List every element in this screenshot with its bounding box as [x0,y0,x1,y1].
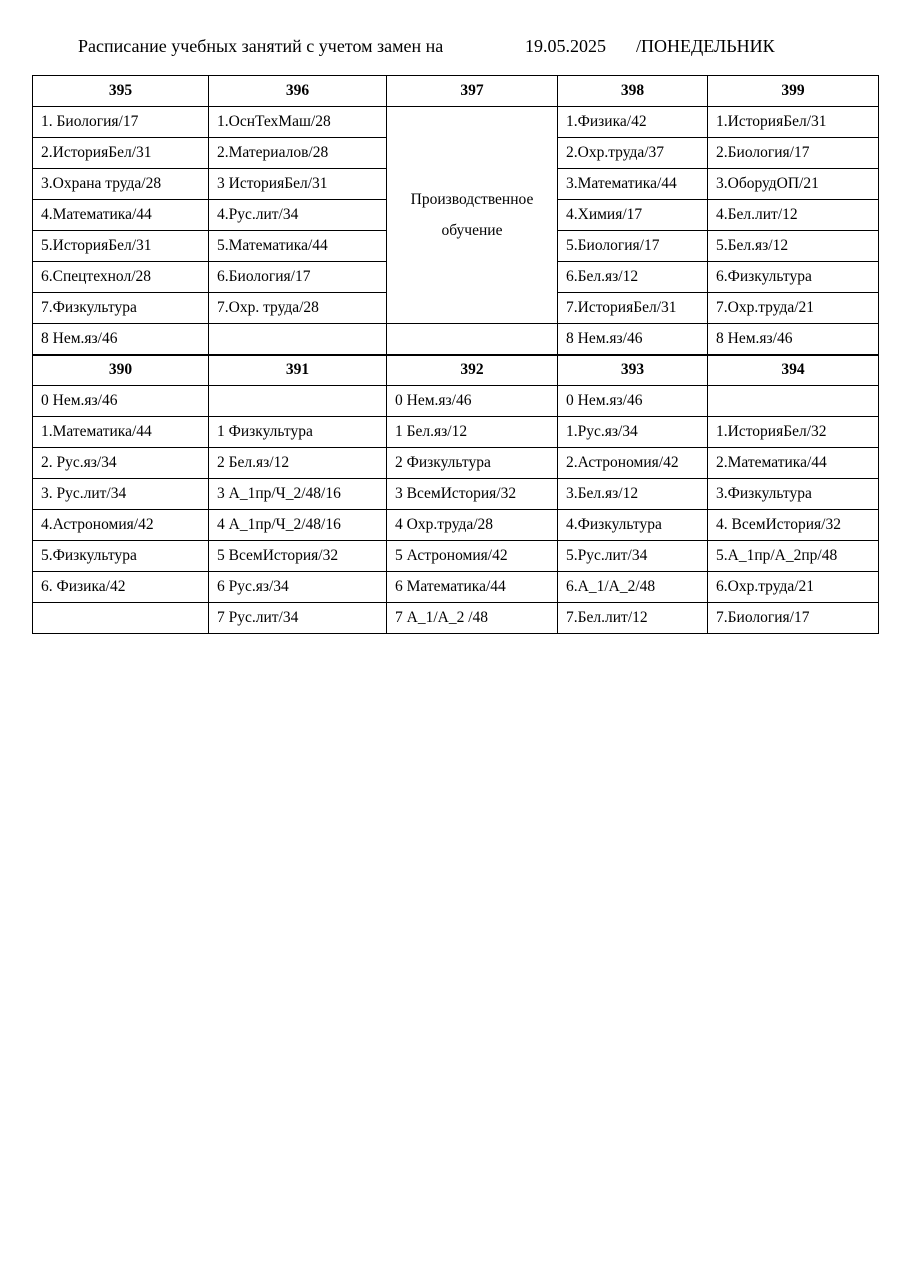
lesson-cell: 5 ВсемИстория/32 [209,541,387,572]
lesson-cell: 1.Рус.яз/34 [558,417,708,448]
lesson-cell: 1.ИсторияБел/31 [708,107,879,138]
group-header-399: 399 [708,76,879,107]
lesson-cell: 3 А_1пр/Ч_2/48/16 [209,479,387,510]
lesson-cell: 4.Рус.лит/34 [209,200,387,231]
production-training-cell [387,107,558,324]
lesson-cell: 1 Бел.яз/12 [387,417,558,448]
lesson-cell: 3.Математика/44 [558,169,708,200]
lesson-cell: 6.А_1/А_2/48 [558,572,708,603]
production-training-text: Производственное обучение [410,191,534,239]
lesson-cell: 3.Бел.яз/12 [558,479,708,510]
lesson-cell: 5.Биология/17 [558,231,708,262]
page-title [0,33,900,59]
lesson-cell: 6.Охр.труда/21 [708,572,879,603]
lesson-cell: 4 Охр.труда/28 [387,510,558,541]
lesson-cell: 1.ИсторияБел/32 [708,417,879,448]
lesson-cell: 7.Биология/17 [708,603,879,634]
lesson-cell: 1.Физика/42 [558,107,708,138]
group-header-398: 398 [558,76,708,107]
lesson-cell [708,386,879,417]
title-date: 19.05.2025 [525,36,606,56]
lesson-cell: 8 Нем.яз/46 [558,324,708,355]
lesson-cell: 4.Бел.лит/12 [708,200,879,231]
title-day: /ПОНЕДЕЛЬНИК [636,36,775,56]
lesson-cell: 6.Бел.яз/12 [558,262,708,293]
group-header-391: 391 [209,355,387,386]
group-header-394: 394 [708,355,879,386]
lesson-cell: 5 Астрономия/42 [387,541,558,572]
lesson-cell [209,386,387,417]
lesson-cell: 8 Нем.яз/46 [708,324,879,355]
group-header-392: 392 [387,355,558,386]
lesson-cell [387,324,558,355]
lesson-cell: 2 Бел.яз/12 [209,448,387,479]
lesson-cell: 4 А_1пр/Ч_2/48/16 [209,510,387,541]
group-header-393: 393 [558,355,708,386]
lesson-cell: 2.Астрономия/42 [558,448,708,479]
lesson-cell: 2.ИсторияБел/31 [33,138,209,169]
lesson-cell: 4.Математика/44 [33,200,209,231]
group-header-395: 395 [33,76,209,107]
lesson-cell: 2 Физкультура [387,448,558,479]
lesson-cell: 5.Рус.лит/34 [558,541,708,572]
lesson-cell: 1 Физкультура [209,417,387,448]
lesson-cell: 5.Физкультура [33,541,209,572]
group-header-396: 396 [209,76,387,107]
lesson-cell: 2.Математика/44 [708,448,879,479]
lesson-cell: 6 Рус.яз/34 [209,572,387,603]
lesson-cell: 2.Биология/17 [708,138,879,169]
lesson-cell: 3 ВсемИстория/32 [387,479,558,510]
lesson-cell: 4.Физкультура [558,510,708,541]
lesson-cell: 6. Физика/42 [33,572,209,603]
lesson-cell: 5.ИсторияБел/31 [33,231,209,262]
group-header-397: 397 [387,76,558,107]
lesson-cell: 2.Охр.труда/37 [558,138,708,169]
group-header-390: 390 [33,355,209,386]
lesson-cell: 6 Математика/44 [387,572,558,603]
lesson-cell: 1. Биология/17 [33,107,209,138]
lesson-cell: 3.Охрана труда/28 [33,169,209,200]
lesson-cell: 7.Охр. труда/28 [209,293,387,324]
lesson-cell: 3 ИсторияБел/31 [209,169,387,200]
lesson-cell: 1.Математика/44 [33,417,209,448]
lesson-cell: 7.ИсторияБел/31 [558,293,708,324]
lesson-cell: 7 Рус.лит/34 [209,603,387,634]
lesson-cell: 4.Астрономия/42 [33,510,209,541]
lesson-cell: 5.Математика/44 [209,231,387,262]
lesson-cell: 6.Биология/17 [209,262,387,293]
lesson-cell: 7.Бел.лит/12 [558,603,708,634]
lesson-cell: 3.ОборудОП/21 [708,169,879,200]
lesson-cell: 4.Химия/17 [558,200,708,231]
lesson-cell: 8 Нем.яз/46 [33,324,209,355]
lesson-cell: 0 Нем.яз/46 [558,386,708,417]
lesson-cell: 2.Материалов/28 [209,138,387,169]
lesson-cell: 6.Спецтехнол/28 [33,262,209,293]
lesson-cell: 1.ОснТехМаш/28 [209,107,387,138]
schedule-table [32,75,879,634]
lesson-cell: 6.Физкультура [708,262,879,293]
lesson-cell: 5.А_1пр/А_2пр/48 [708,541,879,572]
lesson-cell [209,324,387,355]
lesson-cell: 3.Физкультура [708,479,879,510]
lesson-cell: 3. Рус.лит/34 [33,479,209,510]
lesson-cell: 4. ВсемИстория/32 [708,510,879,541]
lesson-cell: 0 Нем.яз/46 [33,386,209,417]
lesson-cell: 2. Рус.яз/34 [33,448,209,479]
title-text: Расписание учебных занятий с учетом замен на [78,36,444,56]
lesson-cell: 5.Бел.яз/12 [708,231,879,262]
lesson-cell: 0 Нем.яз/46 [387,386,558,417]
lesson-cell [33,603,209,634]
lesson-cell: 7 А_1/А_2 /48 [387,603,558,634]
lesson-cell: 7.Физкультура [33,293,209,324]
lesson-cell: 7.Охр.труда/21 [708,293,879,324]
